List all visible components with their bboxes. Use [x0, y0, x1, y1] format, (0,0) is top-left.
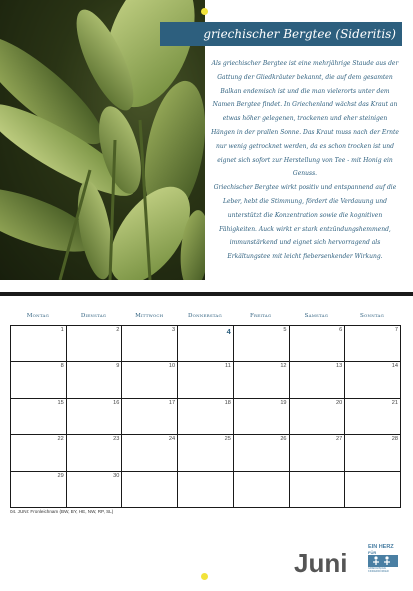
calendar-day-cell: [233, 325, 290, 362]
calendar-day-number: 30: [113, 472, 120, 479]
calendar-day-number: 29: [57, 472, 64, 479]
calendar-day-cell: [177, 471, 234, 508]
calendar-day-number: 26: [280, 436, 287, 443]
month-title: Juni: [294, 548, 348, 578]
calendar-day-number: 4: [226, 327, 231, 336]
logo-text-line-4: KINDERDÖRFER: [368, 570, 389, 573]
calendar-day-number: 1: [60, 327, 64, 333]
logo-text-line-2: FÜR: [368, 550, 377, 555]
calendar-day-cell: [289, 434, 346, 471]
weekday-label: Dienstag: [80, 313, 107, 319]
calendar-day-cell: [344, 398, 401, 435]
calendar-day-cell: [121, 325, 178, 362]
weekday-label: Mittwoch: [135, 313, 164, 319]
logo-text-line-1: EIN HERZ: [368, 544, 394, 550]
calendar-day-cell: [289, 361, 346, 398]
calendar-day-cell: [177, 398, 234, 435]
calendar-day-number: 7: [394, 327, 398, 333]
calendar-day-number: 27: [336, 436, 343, 443]
calendar-day-cell: [233, 434, 290, 471]
calendar-day-cell: [177, 434, 234, 471]
calendar-day-number: 23: [113, 436, 120, 443]
calendar-day-cell: [66, 325, 123, 362]
decorative-dot-bottom: [201, 573, 208, 580]
calendar-day-number: 19: [280, 399, 287, 406]
calendar-day-number: 22: [57, 436, 64, 443]
calendar-day-number: 6: [339, 327, 343, 333]
calendar-day-number: 21: [391, 399, 398, 406]
weekday-label: Freitag: [249, 313, 272, 319]
calendar-day-cell: [121, 398, 178, 435]
calendar-day-cell: [10, 398, 67, 435]
calendar-day-cell: [121, 471, 178, 508]
calendar-day-number: 24: [168, 436, 176, 443]
calendar-day-number: 12: [280, 363, 287, 370]
weekday-label: Sonntag: [360, 313, 385, 319]
description-paragraph-2: Griechischer Bergtee wirkt positiv und entspannend auf die Leber, hebt die Stimmung, fördert die Verdauung und unterstützt die Konzentration sowie die kognitiven Fähigkeiten. Auck wirkt er stark entzündungshemmend, immunstärkend und eignet sich hervorragend als Erkältungstee mit leicht fiebersenkender Wirkung.: [213, 184, 397, 261]
calendar-day-cell: [10, 325, 67, 362]
logo-text-line-3: GRIECHISCHE: [368, 567, 387, 570]
calendar-day-cell: [177, 361, 234, 398]
calendar-day-cell: [233, 361, 290, 398]
calendar-day-number: 25: [224, 436, 231, 443]
calendar-day-cell: [10, 471, 67, 508]
weekday-label: Montag: [26, 313, 49, 319]
weekday-label: Donnerstag: [187, 313, 222, 319]
calendar-day-cell: [66, 361, 123, 398]
calendar-day-cell: [121, 434, 178, 471]
weekday-label: Samstag: [304, 313, 329, 319]
calendar-day-number: 28: [391, 436, 398, 443]
calendar-day-cell: [66, 398, 123, 435]
calendar-day-cell: [289, 325, 346, 362]
calendar-day-cell: [344, 434, 401, 471]
calendar-day-cell: [289, 471, 346, 508]
decorative-dot-top: [201, 8, 208, 15]
children-figures-icon: [368, 555, 398, 567]
calendar-day-cell: [344, 471, 401, 508]
calendar-day-cell: [10, 434, 67, 471]
calendar-day-cell: [233, 471, 290, 508]
calendar-day-number: 17: [168, 399, 176, 406]
calendar-day-number: 2: [116, 327, 120, 333]
calendar-day-number: 16: [113, 399, 120, 406]
calendar-day-cell: [177, 325, 234, 362]
calendar-day-number: 8: [60, 363, 64, 370]
weekday-header: [10, 313, 400, 323]
calendar-day-number: 13: [336, 363, 343, 370]
calendar-day-cell: [121, 361, 178, 398]
calendar-day-cell: [10, 361, 67, 398]
calendar-grid: [10, 325, 400, 507]
plant-description: [210, 57, 400, 264]
calendar-day-cell: [344, 361, 401, 398]
section-divider: [0, 292, 413, 296]
calendar-day-cell: [66, 434, 123, 471]
calendar-day-cell: [289, 398, 346, 435]
calendar-day-number: 11: [225, 363, 231, 370]
calendar-day-cell: [233, 398, 290, 435]
calendar-day-number: 3: [172, 327, 176, 333]
calendar-day-number: 5: [283, 327, 287, 333]
calendar-day-number: 14: [391, 363, 398, 370]
calendar-day-cell: [344, 325, 401, 362]
plant-title: griechischer Bergtee (Sideritis): [160, 22, 402, 46]
calendar-day-cell: [66, 471, 123, 508]
calendar-day-number: 9: [116, 363, 120, 370]
calendar-day-number: 10: [168, 363, 176, 370]
description-paragraph-1: Als griechischer Bergtee ist eine mehrjährige Staude aus der Gattung der Gliedkräuter bekannt, die auf dem gesamten Balkan endemisch ist und die man vielerorts unter dem Namen Bergtee findet. In Griechenland wächst das Kraut an etwas höher gelegenen, trockenen und eher steinigen Hängen in der prallen Sonne. Das Kraut muss nach der Ernte nur wenig getrocknet werden, da es schon trocken ist und eignet sich sofort zur Herstellung von Tee - mit Honig ein Genuss.: [211, 60, 399, 178]
calendar-day-number: 15: [57, 399, 64, 406]
holiday-note: 04. JUNI: Fronleichnam (BW, BY, HE, NW, RP, SL): [10, 509, 114, 514]
organization-logo: [368, 544, 404, 580]
calendar-day-number: 18: [224, 399, 231, 406]
calendar-day-number: 20: [336, 399, 343, 406]
